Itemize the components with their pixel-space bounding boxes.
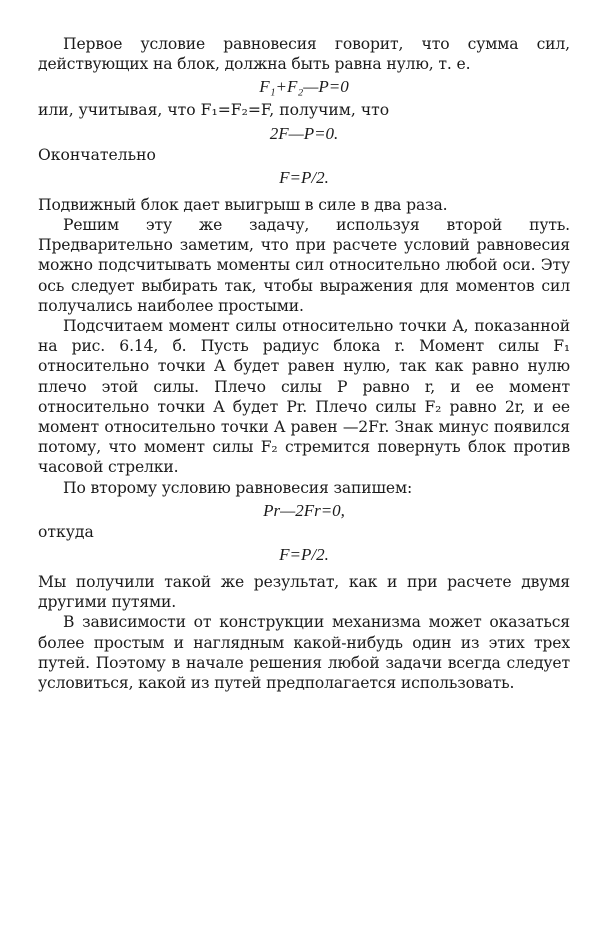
equation-moments: Pr—2Fr=0,: [263, 500, 345, 520]
equation-f-equals-p-half: F=P/2.: [279, 167, 329, 187]
text-considering: или, учитывая, что F₁=F₂=F, получим, что: [38, 101, 390, 120]
paragraph-second-condition: По второму условию равновесия запишем:: [63, 478, 413, 497]
paragraph-equilibrium-first-condition: Первое условие равновесия говорит, что сумма сил, действующих на блок, должна быть равна нулю, т. е.: [38, 35, 570, 74]
equation-2f-minus-p: 2F—P=0.: [269, 123, 339, 143]
paragraph-second-way: Решим эту же задачу, используя второй путь. Предварительно заметим, что при расчете условий равновесия можно подсчитывать моменты сил относительно любой оси. Эту ось следует выбирать так, чтобы выражения для моментов сил получались наиболее простыми.: [38, 216, 570, 315]
text-finally: Окончательно: [38, 145, 156, 164]
equation-f-equals-p-half-2: F=P/2.: [279, 545, 329, 565]
paragraph-moment-about-point-a: Подсчитаем момент силы относительно точки A, показанной на рис. 6.14, б. Пусть радиус блока r. Момент силы F₁ относительно точки A будет равен нулю, так как равно нулю плечо этой силы. Плечо силы P равно r, и ее момент относительно точки A будет Pr. Плечо силы F₂ равно 2r, и ее момент относительно точки A равен —2Fr. Знак минус появился потому, что момент силы F₂ стремится повернуть блок против часовой стрелки.: [38, 317, 570, 477]
paragraph-movable-pulley: Подвижный блок дает выигрыш в силе в два раза.: [38, 195, 448, 214]
paragraph-same-result: Мы получили такой же результат, как и при расчете двумя другими путями.: [38, 573, 570, 612]
paragraph-choose-way: В зависимости от конструкции механизма может оказаться более простым и наглядным какой-нибудь один из этих трех путей. Поэтому в начале решения любой задачи всегда следует условиться, какой из путей предполагается использовать.: [38, 613, 570, 693]
text-whence: откуда: [38, 522, 94, 541]
page-text: [38, 34, 570, 693]
equation-forces-sum: F₁+F₂—P=0: [259, 77, 349, 97]
